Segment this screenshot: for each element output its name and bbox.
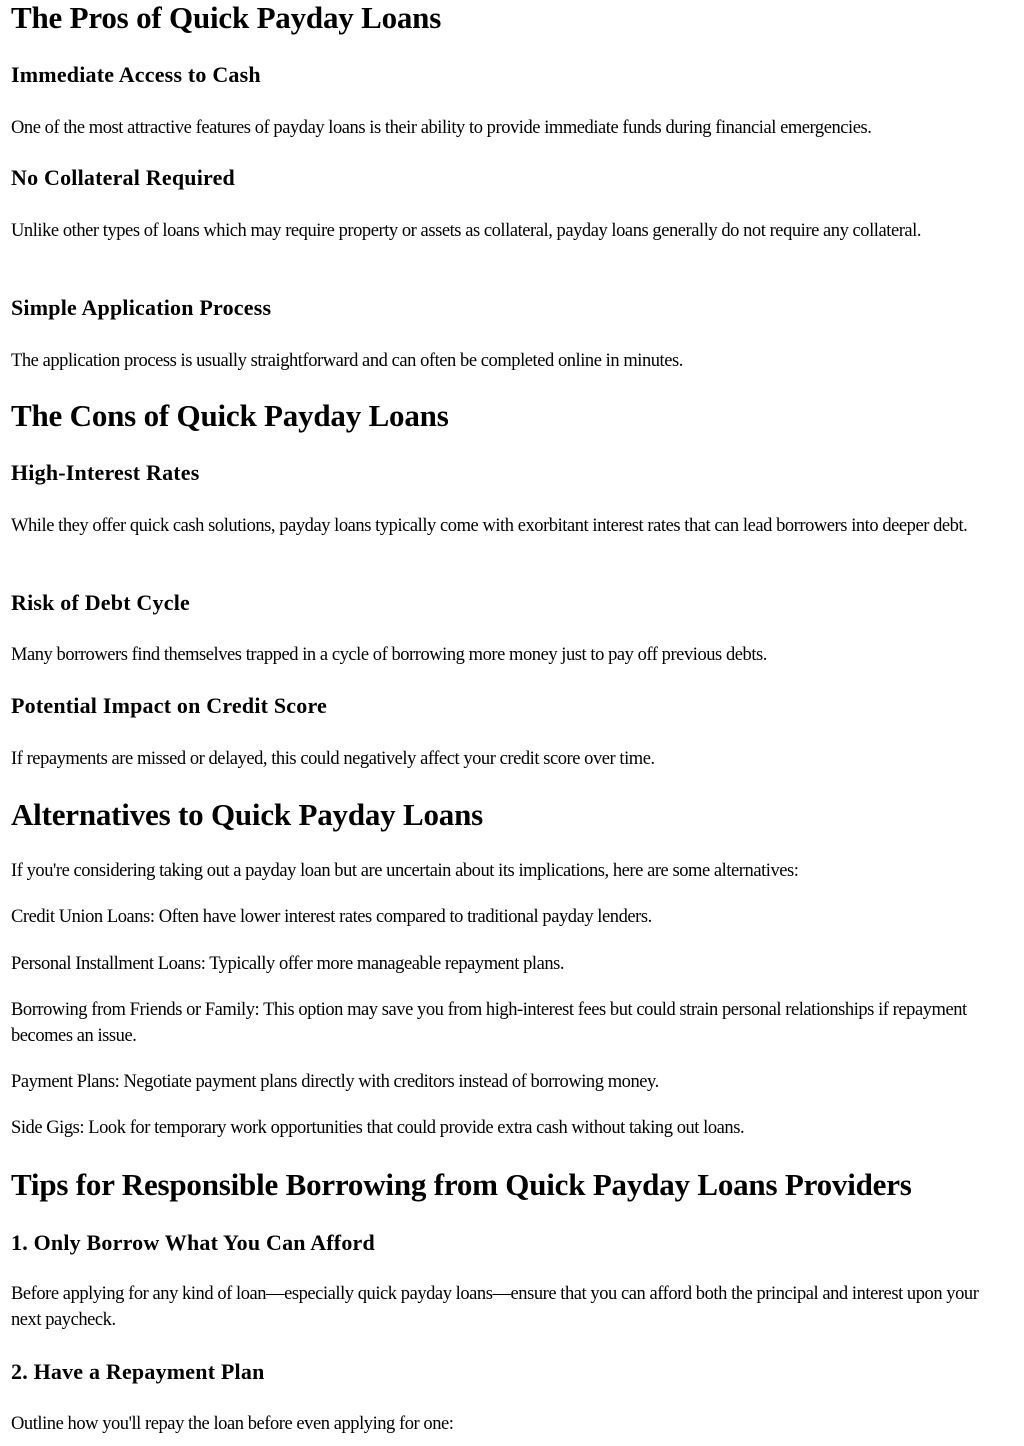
alternatives-section-title: Alternatives to Quick Payday Loans: [11, 797, 483, 832]
pros-item-heading-1: Immediate Access to Cash: [11, 62, 261, 87]
alternative-item-5: Side Gigs: Look for temporary work opportunities that could provide extra cash without taking out loans.: [11, 1118, 745, 1138]
alternatives-intro: If you're considering taking out a payday loan but are uncertain about its implications, here are some alternatives:: [11, 861, 799, 881]
cons-section-title: The Cons of Quick Payday Loans: [11, 398, 449, 433]
tips-item-heading-1: 1. Only Borrow What You Can Afford: [11, 1230, 375, 1255]
alternative-item-1: Credit Union Loans: Often have lower interest rates compared to traditional payday lenders.: [11, 907, 652, 927]
tips-item-text-1: Before applying for any kind of loan—especially quick payday loans—ensure that you can afford both the principal and interest upon your next paycheck.: [11, 1284, 979, 1330]
cons-item-heading-3: Potential Impact on Credit Score: [11, 693, 327, 718]
pros-item-text-1: One of the most attractive features of payday loans is their ability to provide immediate funds during financial emergencies.: [11, 118, 872, 138]
alternative-item-4: Payment Plans: Negotiate payment plans directly with creditors instead of borrowing money.: [11, 1072, 659, 1092]
cons-item-text-2: Many borrowers find themselves trapped in a cycle of borrowing more money just to pay off previous debts.: [11, 645, 767, 665]
cons-item-heading-2: Risk of Debt Cycle: [11, 590, 190, 615]
pros-item-text-2: Unlike other types of loans which may require property or assets as collateral, payday loans generally do not require any collateral.: [11, 221, 922, 241]
tips-section-title: Tips for Responsible Borrowing from Quick Payday Loans Providers: [11, 1167, 912, 1202]
tips-item-heading-2: 2. Have a Repayment Plan: [11, 1359, 265, 1384]
cons-item-text-1: While they offer quick cash solutions, payday loans typically come with exorbitant interest rates that can lead borrowers into deeper debt.: [11, 516, 968, 536]
pros-item-heading-3: Simple Application Process: [11, 295, 272, 320]
pros-item-text-3: The application process is usually straightforward and can often be completed online in minutes.: [11, 351, 683, 371]
cons-item-text-3: If repayments are missed or delayed, this could negatively affect your credit score over time.: [11, 749, 655, 769]
alternative-item-2: Personal Installment Loans: Typically offer more manageable repayment plans.: [11, 954, 565, 974]
tips-item-text-2: Outline how you'll repay the loan before even applying for one:: [11, 1414, 454, 1434]
pros-section-title: The Pros of Quick Payday Loans: [11, 0, 442, 35]
cons-item-heading-1: High-Interest Rates: [11, 460, 200, 485]
alternative-item-3: Borrowing from Friends or Family: This option may save you from high-interest fees but could strain personal relationships if repayment becomes an issue.: [11, 1000, 967, 1046]
pros-item-heading-2: No Collateral Required: [11, 165, 235, 190]
